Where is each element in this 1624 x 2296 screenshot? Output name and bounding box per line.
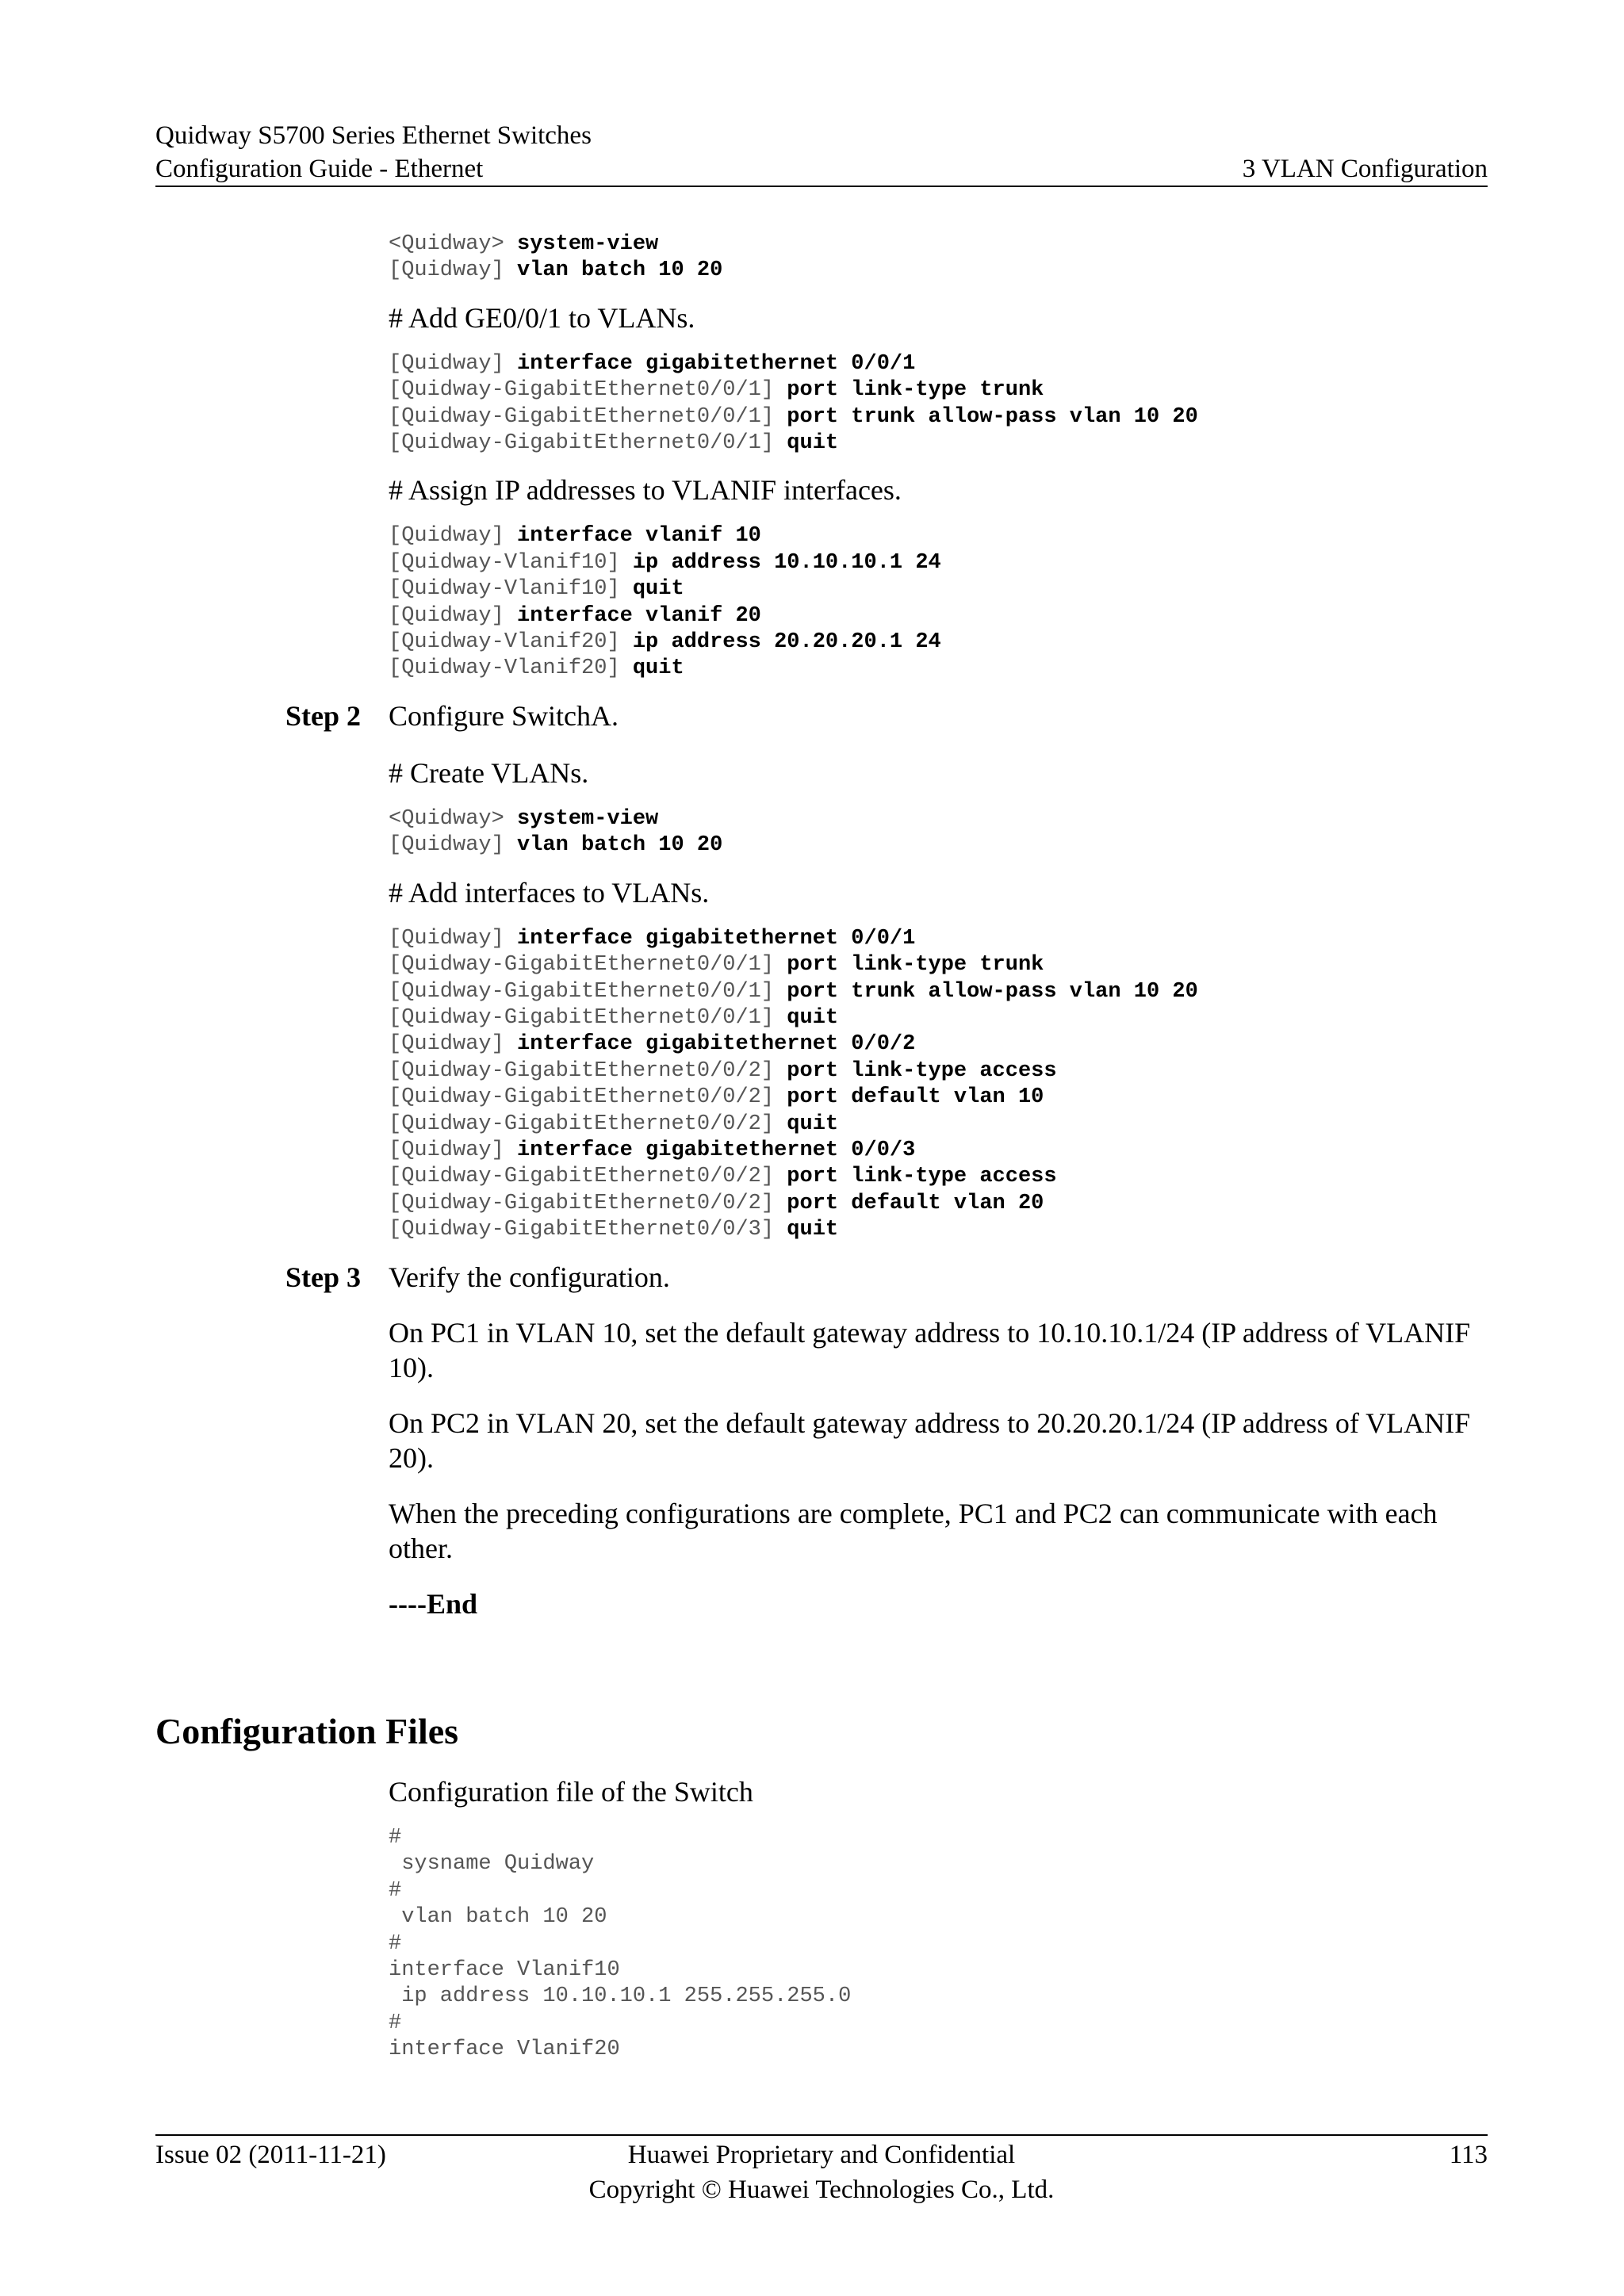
code-prompt: [Quidway] bbox=[389, 524, 518, 549]
code-command: interface gigabitethernet 0/0/1 bbox=[517, 926, 916, 951]
config-files-content bbox=[389, 1774, 1488, 2064]
page-header bbox=[155, 119, 1488, 186]
code-command: ip address 10.10.10.1 24 bbox=[632, 550, 941, 575]
header-chapter: 3 VLAN Configuration bbox=[1242, 155, 1488, 183]
section-title: Configuration Files bbox=[155, 1711, 459, 1751]
code-line bbox=[389, 1059, 1057, 1083]
code-prompt: [Quidway-GigabitEthernet0/0/1] bbox=[389, 378, 787, 403]
note-add-ge: # Add GE0/0/1 to VLANs. bbox=[389, 301, 695, 334]
step-2-label: Step 2 bbox=[285, 699, 362, 732]
code-prompt: [Quidway-GigabitEthernet0/0/1] bbox=[389, 431, 787, 456]
footer-issue: Issue 02 (2011-11-21) bbox=[155, 2141, 386, 2169]
code-line bbox=[389, 630, 941, 654]
code-command: ip address 20.20.20.1 24 bbox=[632, 630, 941, 655]
code-prompt: <Quidway> bbox=[389, 806, 518, 831]
step-3-label: Step 3 bbox=[285, 1261, 362, 1293]
note-assign-ip: # Assign IP addresses to VLANIF interfaces. bbox=[389, 474, 902, 507]
code-line bbox=[389, 577, 684, 601]
footer-divider bbox=[155, 2134, 1488, 2136]
code-block-vlanif bbox=[389, 523, 1488, 682]
config-line: # bbox=[389, 2011, 402, 2035]
step-3 bbox=[285, 1260, 1488, 1295]
code-line bbox=[389, 232, 658, 256]
code-command: quit bbox=[632, 577, 684, 602]
code-prompt: [Quidway-GigabitEthernet0/0/2] bbox=[389, 1191, 787, 1215]
code-prompt: [Quidway-GigabitEthernet0/0/3] bbox=[389, 1218, 787, 1242]
config-line: ip address 10.10.10.1 255.255.255.0 bbox=[389, 1984, 852, 2009]
code-command: vlan batch 10 20 bbox=[517, 833, 723, 858]
step-2-text: Configure SwitchA. bbox=[389, 699, 619, 732]
code-command: vlan batch 10 20 bbox=[517, 258, 723, 283]
config-line: interface Vlanif20 bbox=[389, 2038, 620, 2062]
code-prompt: <Quidway> bbox=[389, 232, 518, 256]
code-line bbox=[389, 1192, 1044, 1215]
code-line bbox=[389, 953, 1044, 977]
code-line bbox=[389, 1138, 915, 1162]
code-command: quit bbox=[632, 656, 684, 681]
code-command: quit bbox=[787, 1218, 839, 1242]
code-line bbox=[389, 656, 684, 680]
code-command: quit bbox=[787, 1112, 839, 1136]
code-line bbox=[389, 258, 722, 282]
code-line bbox=[389, 1218, 838, 1242]
code-prompt: [Quidway] bbox=[389, 926, 518, 951]
code-prompt: [Quidway-GigabitEthernet0/0/1] bbox=[389, 404, 787, 429]
code-line bbox=[389, 524, 761, 548]
code-command: port link-type trunk bbox=[787, 378, 1044, 403]
config-line: sysname Quidway bbox=[389, 1852, 595, 1877]
code-prompt: [Quidway] bbox=[389, 603, 518, 628]
code-line bbox=[389, 833, 722, 857]
paragraph-pc2: On PC2 in VLAN 20, set the default gateway address to 20.20.20.1/24 (IP address of VLANIF 20). bbox=[389, 1406, 1471, 1474]
code-line bbox=[389, 1006, 838, 1030]
code-line bbox=[389, 980, 1198, 1004]
note-add-interfaces: # Add interfaces to VLANs. bbox=[389, 876, 710, 909]
code-line bbox=[389, 551, 941, 575]
code-command: interface gigabitethernet 0/0/1 bbox=[517, 351, 916, 376]
code-block-system-view bbox=[389, 232, 1488, 285]
code-command: port link-type access bbox=[787, 1058, 1057, 1083]
code-prompt: [Quidway-GigabitEthernet0/0/1] bbox=[389, 1005, 787, 1030]
code-line bbox=[389, 1165, 1057, 1188]
code-line bbox=[389, 1112, 838, 1136]
code-prompt: [Quidway-GigabitEthernet0/0/1] bbox=[389, 953, 787, 978]
code-command: system-view bbox=[517, 806, 659, 831]
paragraph-pc1: On PC1 in VLAN 10, set the default gateway address to 10.10.10.1/24 (IP address of VLANIF 10). bbox=[389, 1316, 1471, 1383]
code-prompt: [Quidway-Vlanif10] bbox=[389, 550, 633, 575]
code-command: port default vlan 10 bbox=[787, 1085, 1044, 1110]
code-prompt: [Quidway-GigabitEthernet0/0/2] bbox=[389, 1085, 787, 1110]
footer-confidential: Huawei Proprietary and Confidential bbox=[627, 2141, 1016, 2169]
code-command: port link-type trunk bbox=[787, 953, 1044, 978]
main-content bbox=[285, 232, 1488, 1621]
code-command: port default vlan 20 bbox=[787, 1191, 1044, 1215]
config-line: interface Vlanif10 bbox=[389, 1958, 620, 1983]
code-prompt: [Quidway] bbox=[389, 1032, 518, 1057]
code-command: interface gigabitethernet 0/0/3 bbox=[517, 1138, 916, 1162]
code-block-add-interfaces bbox=[389, 926, 1488, 1244]
code-line bbox=[389, 378, 1044, 402]
code-line bbox=[389, 352, 915, 376]
code-prompt: [Quidway-GigabitEthernet0/0/1] bbox=[389, 979, 787, 1004]
footer-page-number: 113 bbox=[1449, 2141, 1488, 2169]
config-file-listing bbox=[389, 1825, 1488, 2064]
code-command: interface vlanif 20 bbox=[517, 603, 761, 628]
code-prompt: [Quidway-Vlanif20] bbox=[389, 656, 633, 681]
code-command: quit bbox=[787, 431, 839, 456]
config-line: # bbox=[389, 1826, 402, 1850]
config-line: # bbox=[389, 1878, 402, 1903]
code-prompt: [Quidway-Vlanif20] bbox=[389, 630, 633, 655]
end-marker: ----End bbox=[389, 1587, 478, 1620]
footer-copyright: Copyright © Huawei Technologies Co., Ltd. bbox=[588, 2175, 1055, 2204]
footer-center bbox=[155, 2137, 1488, 2207]
code-line bbox=[389, 927, 915, 951]
code-command: port link-type access bbox=[787, 1165, 1057, 1189]
code-command: interface vlanif 10 bbox=[517, 524, 761, 549]
config-file-label: Configuration file of the Switch bbox=[389, 1776, 753, 1808]
code-command: port trunk allow-pass vlan 10 20 bbox=[787, 404, 1198, 429]
header-divider bbox=[155, 186, 1488, 187]
code-block-create-vlans bbox=[389, 806, 1488, 859]
config-line: vlan batch 10 20 bbox=[389, 1905, 607, 1930]
code-line bbox=[389, 431, 838, 455]
code-prompt: [Quidway-GigabitEthernet0/0/2] bbox=[389, 1112, 787, 1136]
code-prompt: [Quidway-GigabitEthernet0/0/2] bbox=[389, 1165, 787, 1189]
header-guide: Configuration Guide - Ethernet bbox=[155, 155, 484, 183]
header-product: Quidway S5700 Series Ethernet Switches bbox=[155, 121, 592, 150]
code-line bbox=[389, 604, 761, 628]
code-prompt: [Quidway] bbox=[389, 833, 518, 858]
code-line bbox=[389, 1085, 1044, 1109]
code-command: system-view bbox=[517, 232, 659, 256]
step-2 bbox=[285, 698, 1488, 733]
step-3-text: Verify the configuration. bbox=[389, 1261, 670, 1293]
code-prompt: [Quidway] bbox=[389, 258, 518, 283]
code-command: interface gigabitethernet 0/0/2 bbox=[517, 1032, 916, 1057]
config-line: # bbox=[389, 1931, 402, 1956]
code-line bbox=[389, 1032, 915, 1056]
code-line bbox=[389, 807, 658, 831]
code-prompt: [Quidway] bbox=[389, 1138, 518, 1162]
note-create-vlans: # Create VLANs. bbox=[389, 756, 589, 789]
code-command: quit bbox=[787, 1005, 839, 1030]
code-prompt: [Quidway] bbox=[389, 351, 518, 376]
code-command: port trunk allow-pass vlan 10 20 bbox=[787, 979, 1198, 1004]
code-line bbox=[389, 405, 1198, 429]
code-prompt: [Quidway-GigabitEthernet0/0/2] bbox=[389, 1058, 787, 1083]
code-block-add-ge bbox=[389, 351, 1488, 457]
paragraph-complete: When the preceding configurations are complete, PC1 and PC2 can communicate with each other. bbox=[389, 1497, 1438, 1564]
code-prompt: [Quidway-Vlanif10] bbox=[389, 577, 633, 602]
